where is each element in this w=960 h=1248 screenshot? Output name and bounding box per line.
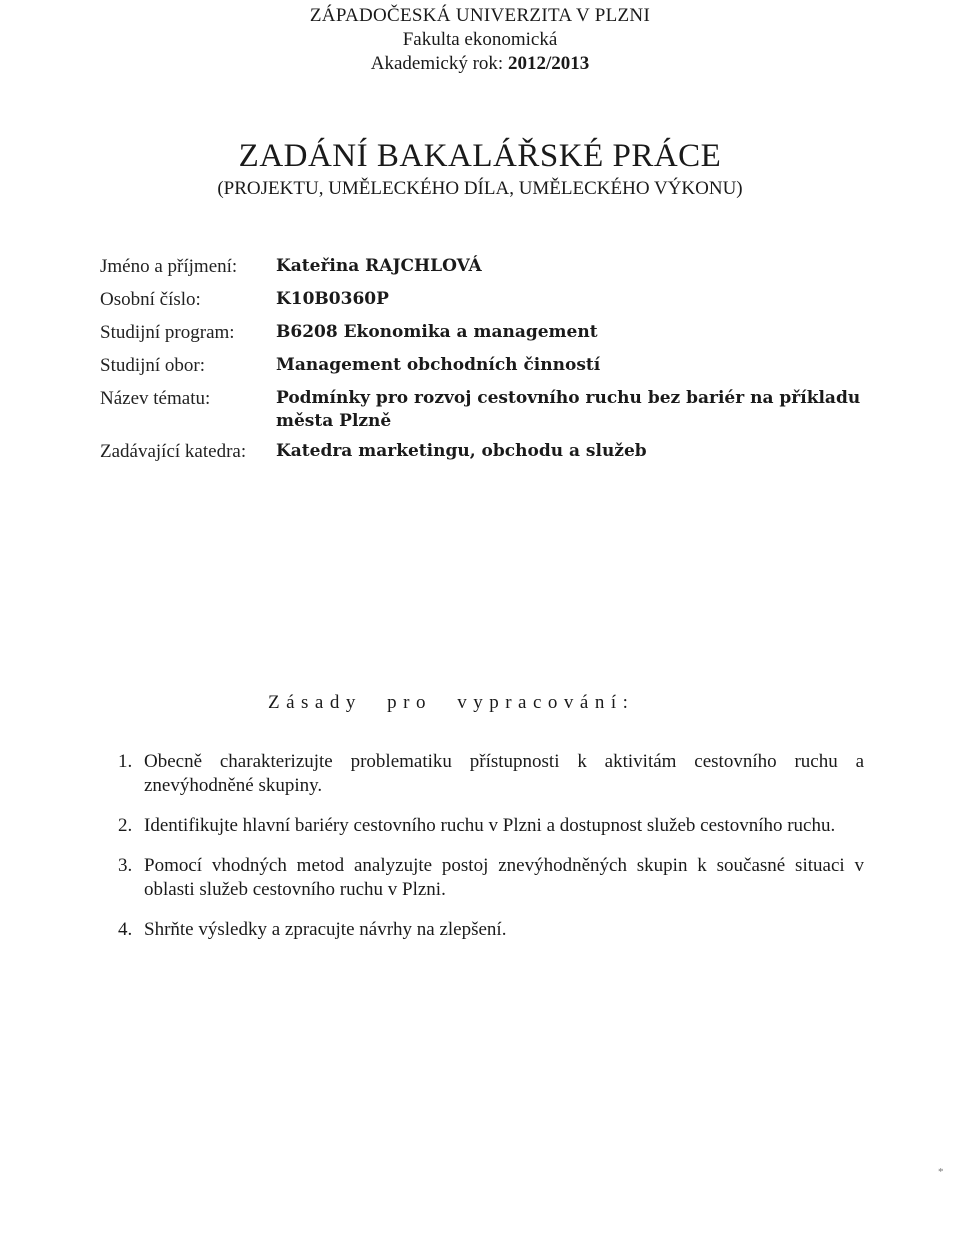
info-label: Název tématu:: [100, 388, 211, 409]
list-item: [118, 854, 864, 902]
list-item-text: Shrňte výsledky a zpracujte návrhy na zlepšení.: [144, 919, 507, 940]
info-label: Osobní číslo:: [100, 289, 201, 310]
info-value: Kateřina RAJCHLOVÁ: [276, 256, 482, 276]
academic-year-value: 2012/2013: [507, 53, 590, 74]
info-value: K10B0360P: [276, 289, 389, 309]
info-row-field: [100, 351, 880, 380]
list-item-number: 4.: [118, 919, 133, 940]
info-value: Management obchodních činností: [276, 355, 601, 375]
faculty-name: Fakulta ekonomická: [402, 29, 558, 50]
guidelines-heading: Zásady pro vypracování:: [268, 692, 635, 713]
list-item-text: Pomocí vhodných metod analyzujte postoj znevýhodněných skupin k současné situaci v oblasti služeb cestovního ruchu v Plzni.: [144, 855, 864, 900]
list-item: [118, 918, 864, 942]
info-row-program: [100, 318, 880, 347]
info-label: Studijní obor:: [100, 355, 206, 376]
info-row-department: [100, 437, 880, 466]
list-item-number: 2.: [118, 815, 133, 836]
list-item-number: 1.: [118, 751, 133, 772]
info-label: Jméno a příjmení:: [100, 256, 238, 277]
info-value: Katedra marketingu, obchodu a služeb: [276, 441, 647, 461]
list-item: [118, 814, 864, 838]
university-name: ZÁPADOČESKÁ UNIVERZITA V PLZNI: [309, 5, 651, 26]
document-title: ZADÁNÍ BAKALÁŘSKÉ PRÁCE: [238, 138, 722, 174]
list-item: [118, 750, 864, 798]
academic-year-label: Akademický rok:: [370, 53, 504, 74]
document-subtitle: (PROJEKTU, UMĚLECKÉHO DÍLA, UMĚLECKÉHO VÝKONU): [217, 178, 743, 199]
document-header: [0, 4, 960, 76]
info-row-name: [100, 252, 880, 281]
academic-year: [0, 52, 960, 76]
guidelines-list: [118, 750, 864, 958]
student-info-table: [100, 252, 880, 470]
list-item-number: 3.: [118, 855, 133, 876]
info-label: Studijní program:: [100, 322, 235, 343]
info-label: Zadávající katedra:: [100, 441, 247, 462]
list-item-text: Identifikujte hlavní bariéry cestovního ruchu v Plzni a dostupnost služeb cestovního ruchu.: [144, 815, 836, 836]
info-row-topic: [100, 384, 880, 433]
info-value: Podmínky pro rozvoj cestovního ruchu bez bariér na příkladu města Plzně: [276, 388, 861, 431]
info-row-personal-number: [100, 285, 880, 314]
scan-speck-mark: *: [938, 1166, 944, 1178]
info-value: B6208 Ekonomika a management: [276, 322, 598, 342]
list-item-text: Obecně charakterizujte problematiku přístupnosti k aktivitám cestovního ruchu a znevýhodněné skupiny.: [144, 751, 864, 796]
